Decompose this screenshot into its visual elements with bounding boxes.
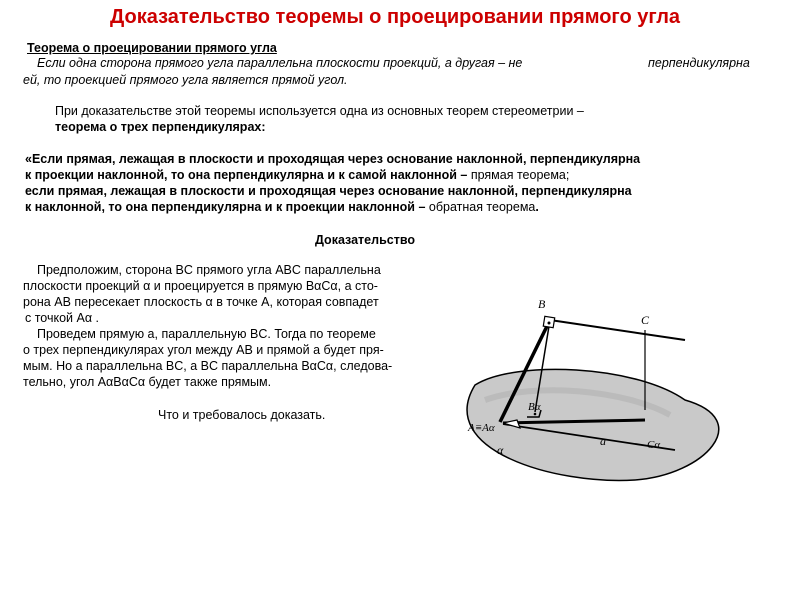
proof-p1-line-3: рона AB пересекает плоскость α в точке A, которая совпадет — [23, 295, 379, 309]
proof-p2-line-2: о трех перпендикулярах угол между AB и прямой a будет пря- — [23, 343, 384, 357]
theorem-line-1-tail: перпендикулярна — [648, 56, 750, 70]
intro-line-2: теорема о трех перпендикулярах: — [55, 120, 266, 134]
right-angle-projection-figure — [455, 290, 795, 490]
three-perp-line-4-bold: к наклонной, то она перпендикулярна и к проекции наклонной – — [25, 200, 429, 214]
three-perp-line-2 — [25, 168, 569, 183]
proof-heading: Доказательство — [315, 233, 415, 247]
three-perp-line-1: «Если прямая, лежащая в плоскости и проходящая через основание наклонной, перпендикулярна — [25, 152, 641, 166]
page-title: Доказательство теоремы о проецировании прямого угла — [110, 6, 681, 28]
label-C: C — [641, 313, 650, 327]
proof-p2-line-3: мым. Но а параллельна BC, а BC параллельна BαCα, следова- — [23, 359, 393, 373]
label-Ba: Bα — [528, 401, 541, 413]
label-alpha: α — [497, 443, 504, 457]
proof-conclusion: Что и требовалось доказать. — [158, 408, 326, 422]
proof-p2-line-1: Проведем прямую a, параллельную BC. Тогда по теореме — [37, 327, 376, 341]
proof-p1-line-2: плоскости проекций α и проецируется в прямую BαCα, а сто- — [23, 279, 378, 293]
proof-p1-line-4: с точкой Aα . — [25, 311, 100, 325]
three-perp-line-2-normal: прямая теорема; — [470, 168, 570, 182]
intro-line-1: При доказательстве этой теоремы используется одна из основных теорем стереометрии – — [55, 104, 584, 118]
proof-p1-line-1: Предположим, сторона BC прямого угла ABC параллельна — [37, 263, 381, 277]
three-perp-line-2-bold: к проекции наклонной, то она перпендикулярна и к самой наклонной – — [25, 168, 471, 182]
label-a: a — [600, 434, 606, 448]
theorem-line-2: ей, то проекцией прямого угла является прямой угол. — [23, 73, 348, 87]
three-perp-line-3: если прямая, лежащая в плоскости и проходящая через основание наклонной, перпендикулярна — [25, 184, 632, 198]
label-A: A≡Aα — [468, 422, 495, 434]
three-perp-line-4-end: . — [535, 200, 539, 214]
segment-BC — [550, 320, 685, 340]
proof-p2-line-4: тельно, угол AαBαCα будет также прямым. — [23, 375, 272, 389]
label-Ca: Cα — [647, 439, 661, 451]
three-perp-line-4-normal: обратная теорема — [428, 200, 536, 214]
three-perp-line-4 — [25, 200, 539, 215]
theorem-line-1: Если одна сторона прямого угла параллельна плоскости проекций, а другая – не — [37, 56, 523, 70]
right-angle-dot-Ba — [534, 413, 537, 416]
label-B: B — [538, 297, 546, 311]
right-angle-dot-B — [548, 322, 551, 325]
theorem-heading: Теорема о проецировании прямого угла — [27, 41, 277, 55]
